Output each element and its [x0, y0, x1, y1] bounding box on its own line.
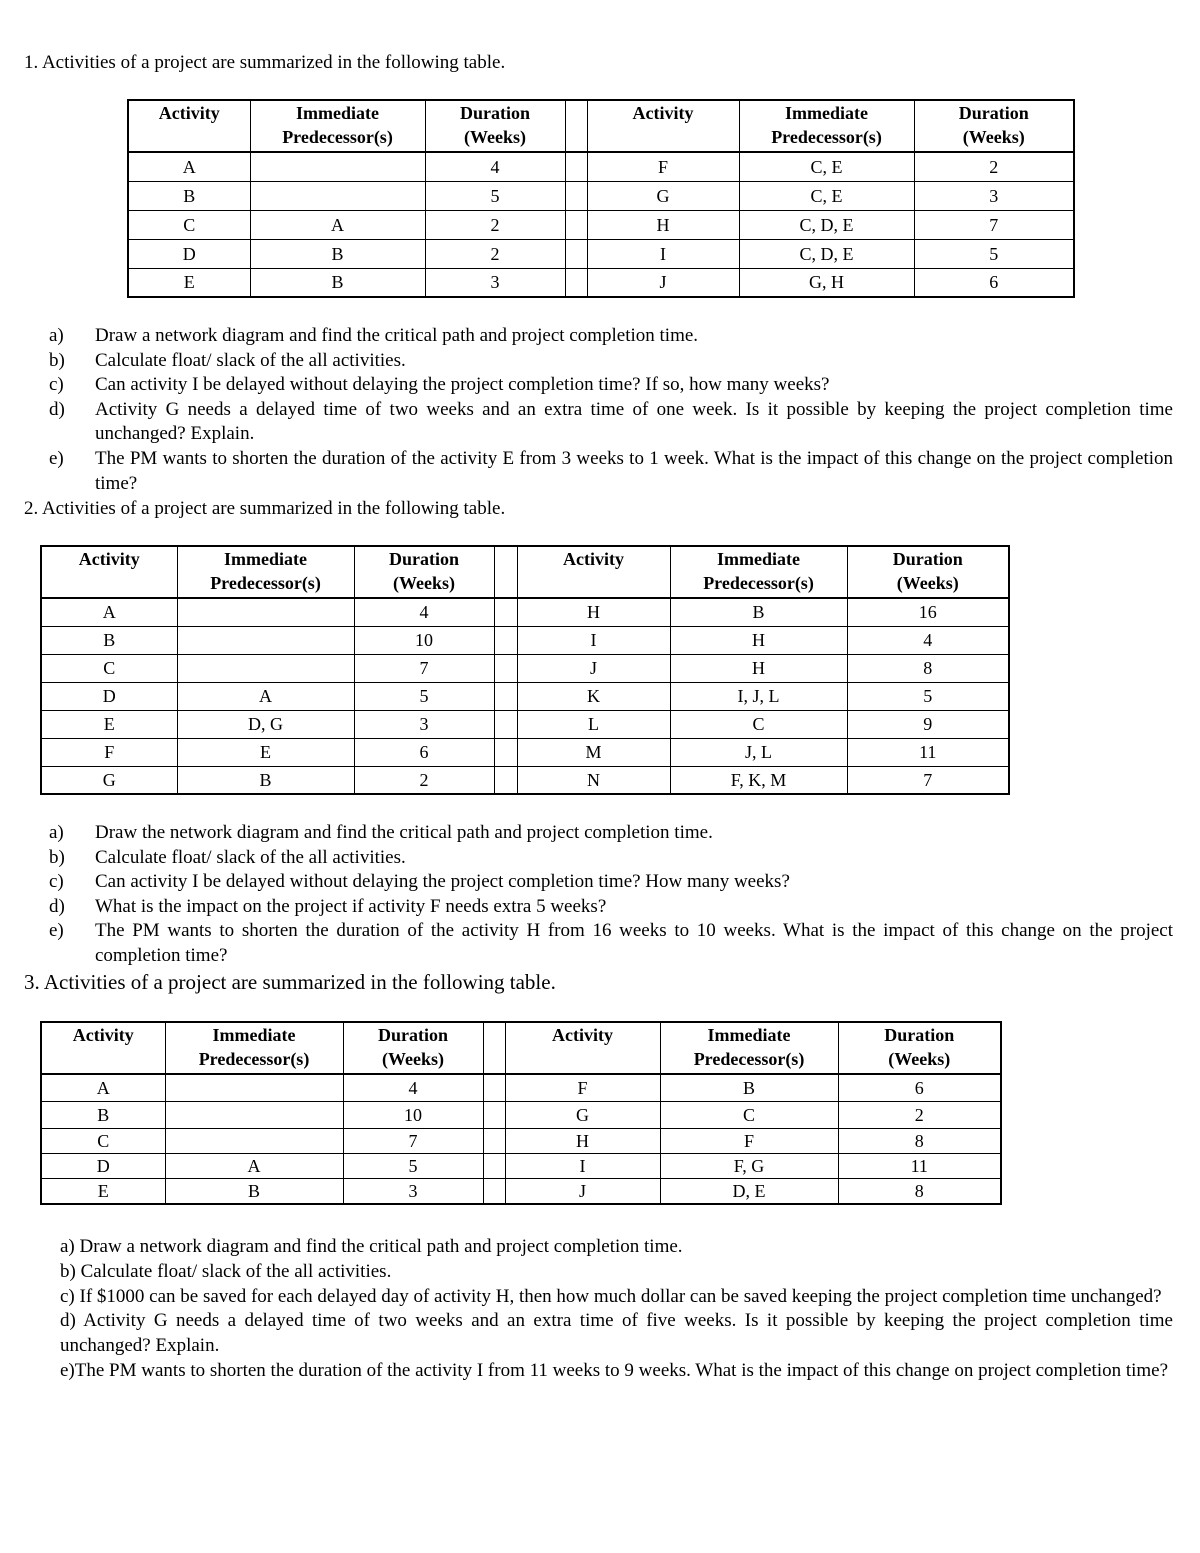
list-item: d) Activity G needs a delayed time of two weeks and an extra time of five weeks. Is it possible by keeping the project completion time unchanged? Explain. [60, 1310, 1173, 1357]
table-cell: 10 [343, 1101, 483, 1128]
table-row [41, 1153, 1001, 1178]
table-row [41, 766, 1009, 794]
table-cell: C, E [739, 152, 914, 181]
table-row [128, 181, 1074, 210]
table-cell: H [505, 1128, 660, 1153]
table-cell: B [177, 766, 354, 794]
table-cell: 5 [354, 682, 494, 710]
list-item: b) Calculate float/ slack of the all activities. [60, 1260, 392, 1282]
table-cell: G [587, 181, 739, 210]
table-cell: J [587, 268, 739, 297]
table-cell [250, 152, 425, 181]
table-cell: M [517, 738, 670, 766]
table-cell: 5 [847, 682, 1009, 710]
header-predecessors: Immediate Predecessor(s) [670, 546, 847, 598]
column-separator [483, 1153, 505, 1178]
table-cell: B [670, 598, 847, 626]
table-cell [165, 1101, 343, 1128]
table-cell: A [177, 682, 354, 710]
header-activity: Activity [587, 100, 739, 152]
header-duration: Duration (Weeks) [847, 546, 1009, 598]
table-cell: E [177, 738, 354, 766]
table-cell: A [250, 210, 425, 239]
table-cell: 2 [425, 210, 565, 239]
header-predecessors: Immediate Predecessor(s) [660, 1022, 838, 1074]
question-1-items [49, 324, 1173, 496]
table-row [41, 1178, 1001, 1204]
table-cell: 6 [838, 1074, 1001, 1101]
list-item: e)The PM wants to shorten the duration of the activity I from 11 weeks to 9 weeks. What is the impact of this change on project completion time? [60, 1359, 1169, 1381]
header-activity: Activity [505, 1022, 660, 1074]
list-item: a) Draw a network diagram and find the critical path and project completion time. [49, 325, 699, 346]
column-separator [565, 239, 587, 268]
table-cell: E [128, 268, 250, 297]
table-header-row [41, 1022, 1001, 1074]
table-cell: A [165, 1153, 343, 1178]
table-row [128, 210, 1074, 239]
table-cell: B [165, 1178, 343, 1204]
table-cell: 5 [914, 239, 1074, 268]
header-duration: Duration (Weeks) [914, 100, 1074, 152]
header-duration: Duration (Weeks) [425, 100, 565, 152]
table-cell: 3 [354, 710, 494, 738]
table-cell: D, G [177, 710, 354, 738]
table-cell: I [587, 239, 739, 268]
table-cell: I [505, 1153, 660, 1178]
table-cell: E [41, 1178, 165, 1204]
column-separator [494, 682, 517, 710]
header-activity: Activity [517, 546, 670, 598]
table-cell: 11 [847, 738, 1009, 766]
table-header-row [128, 100, 1074, 152]
table-cell: G [41, 766, 177, 794]
table-row [41, 1101, 1001, 1128]
header-activity: Activity [128, 100, 250, 152]
question-3-table [40, 1021, 1002, 1205]
table-row [41, 626, 1009, 654]
column-separator [494, 598, 517, 626]
table-cell: C [670, 710, 847, 738]
table-cell: L [517, 710, 670, 738]
table-cell: C, D, E [739, 239, 914, 268]
list-item: a) Draw a network diagram and find the critical path and project completion time. [60, 1236, 683, 1257]
table-cell: D [41, 682, 177, 710]
table-row [41, 710, 1009, 738]
column-separator [494, 710, 517, 738]
table-cell: A [41, 598, 177, 626]
table-cell: 4 [847, 626, 1009, 654]
table-cell: C [660, 1101, 838, 1128]
list-item: c) If $1000 can be saved for each delayed day of activity H, then how much dollar can be saved keeping the project completion time unchanged? [60, 1285, 1162, 1307]
table-cell: 4 [354, 598, 494, 626]
table-cell: K [517, 682, 670, 710]
table-cell: I, J, L [670, 682, 847, 710]
list-item: d) What is the impact on the project if activity F needs extra 5 weeks? [49, 895, 607, 917]
table-cell: H [517, 598, 670, 626]
table-cell: 2 [425, 239, 565, 268]
table-row [128, 239, 1074, 268]
table-cell: C [41, 1128, 165, 1153]
header-predecessors: Immediate Predecessor(s) [177, 546, 354, 598]
column-separator [494, 546, 517, 598]
table-cell: B [250, 239, 425, 268]
table-cell [250, 181, 425, 210]
table-cell: 7 [343, 1128, 483, 1153]
column-separator [494, 626, 517, 654]
table-cell: 8 [838, 1178, 1001, 1204]
list-item: c) Can activity I be delayed without delaying the project completion time? If so, how many weeks? [49, 374, 830, 396]
question-2-items [49, 821, 1173, 969]
table-cell: D, E [660, 1178, 838, 1204]
table-cell [177, 598, 354, 626]
column-separator [483, 1074, 505, 1101]
header-activity: Activity [41, 1022, 165, 1074]
header-duration: Duration (Weeks) [838, 1022, 1001, 1074]
table-cell: 2 [354, 766, 494, 794]
question-2-table [40, 545, 1010, 795]
table-cell: 3 [343, 1178, 483, 1204]
table-row [41, 738, 1009, 766]
table-row [41, 654, 1009, 682]
table-cell: B [41, 626, 177, 654]
table-cell: J [505, 1178, 660, 1204]
table-row [41, 1128, 1001, 1153]
table-cell: J, L [670, 738, 847, 766]
table-cell: H [670, 626, 847, 654]
column-separator [494, 654, 517, 682]
column-separator [565, 268, 587, 297]
question-1-table [127, 99, 1075, 298]
table-cell: 3 [914, 181, 1074, 210]
table-row [41, 682, 1009, 710]
table-cell [177, 626, 354, 654]
table-cell: N [517, 766, 670, 794]
table-row [41, 1074, 1001, 1101]
table-cell: H [670, 654, 847, 682]
table-row [41, 598, 1009, 626]
table-cell: F, K, M [670, 766, 847, 794]
table-cell: I [517, 626, 670, 654]
table-cell: F, G [660, 1153, 838, 1178]
table-cell [165, 1128, 343, 1153]
table-cell: 8 [847, 654, 1009, 682]
column-separator [483, 1101, 505, 1128]
header-predecessors: Immediate Predecessor(s) [165, 1022, 343, 1074]
table-cell: 7 [847, 766, 1009, 794]
header-activity: Activity [41, 546, 177, 598]
column-separator [483, 1128, 505, 1153]
table-cell: A [128, 152, 250, 181]
table-cell: B [250, 268, 425, 297]
list-item: e) The PM wants to shorten the duration of the activity H from 16 weeks to 10 weeks. What is the impact of this change on the project completion time? [49, 920, 1173, 966]
table-cell: 7 [354, 654, 494, 682]
column-separator [494, 766, 517, 794]
table-row [128, 268, 1074, 297]
column-separator [565, 152, 587, 181]
table-cell: B [41, 1101, 165, 1128]
table-cell: C [41, 654, 177, 682]
table-cell: H [587, 210, 739, 239]
table-cell: F [41, 738, 177, 766]
question-1-title: 1. Activities of a project are summarized in the following table. [24, 52, 506, 73]
list-item: d) Activity G needs a delayed time of two weeks and an extra time of one week. Is it possible by keeping the project completion time unchanged? Explain. [49, 398, 1173, 445]
header-duration: Duration (Weeks) [354, 546, 494, 598]
table-cell: F [660, 1128, 838, 1153]
question-3-items [60, 1235, 1173, 1384]
list-item: c) Can activity I be delayed without delaying the project completion time? How many weeks? [49, 871, 790, 893]
question-2-title: 2. Activities of a project are summarized in the following table. [24, 498, 506, 519]
table-cell: A [41, 1074, 165, 1101]
table-row [128, 152, 1074, 181]
table-cell: 8 [838, 1128, 1001, 1153]
table-cell: 4 [343, 1074, 483, 1101]
table-cell: 6 [914, 268, 1074, 297]
table-cell: 3 [425, 268, 565, 297]
question-3-title: 3. Activities of a project are summarized in the following table. [24, 970, 556, 994]
table-cell [165, 1074, 343, 1101]
table-cell: E [41, 710, 177, 738]
table-cell: B [660, 1074, 838, 1101]
list-item: b) Calculate float/ slack of the all activities. [49, 846, 406, 868]
table-cell: F [587, 152, 739, 181]
table-cell: 11 [838, 1153, 1001, 1178]
table-cell: C, E [739, 181, 914, 210]
table-cell: 5 [343, 1153, 483, 1178]
column-separator [565, 181, 587, 210]
column-separator [565, 100, 587, 152]
table-cell: 4 [425, 152, 565, 181]
table-cell: C [128, 210, 250, 239]
table-cell: G, H [739, 268, 914, 297]
column-separator [494, 738, 517, 766]
table-cell: 9 [847, 710, 1009, 738]
table-cell: G [505, 1101, 660, 1128]
table-cell: D [41, 1153, 165, 1178]
table-cell: 7 [914, 210, 1074, 239]
list-item: e) The PM wants to shorten the duration of the activity E from 3 weeks to 1 week. What is the impact of this change on the project completion time? [49, 447, 1173, 494]
table-cell: C, D, E [739, 210, 914, 239]
table-cell: 2 [914, 152, 1074, 181]
table-cell: J [517, 654, 670, 682]
header-duration: Duration (Weeks) [343, 1022, 483, 1074]
header-predecessors: Immediate Predecessor(s) [739, 100, 914, 152]
header-predecessors: Immediate Predecessor(s) [250, 100, 425, 152]
list-item: a) Draw the network diagram and find the critical path and project completion time. [49, 822, 713, 843]
table-cell: D [128, 239, 250, 268]
table-cell [177, 654, 354, 682]
table-cell: B [128, 181, 250, 210]
column-separator [565, 210, 587, 239]
table-cell: F [505, 1074, 660, 1101]
table-header-row [41, 546, 1009, 598]
table-cell: 10 [354, 626, 494, 654]
table-cell: 2 [838, 1101, 1001, 1128]
table-cell: 16 [847, 598, 1009, 626]
column-separator [483, 1178, 505, 1204]
list-item: b) Calculate float/ slack of the all activities. [49, 349, 406, 371]
column-separator [483, 1022, 505, 1074]
table-cell: 5 [425, 181, 565, 210]
table-cell: 6 [354, 738, 494, 766]
